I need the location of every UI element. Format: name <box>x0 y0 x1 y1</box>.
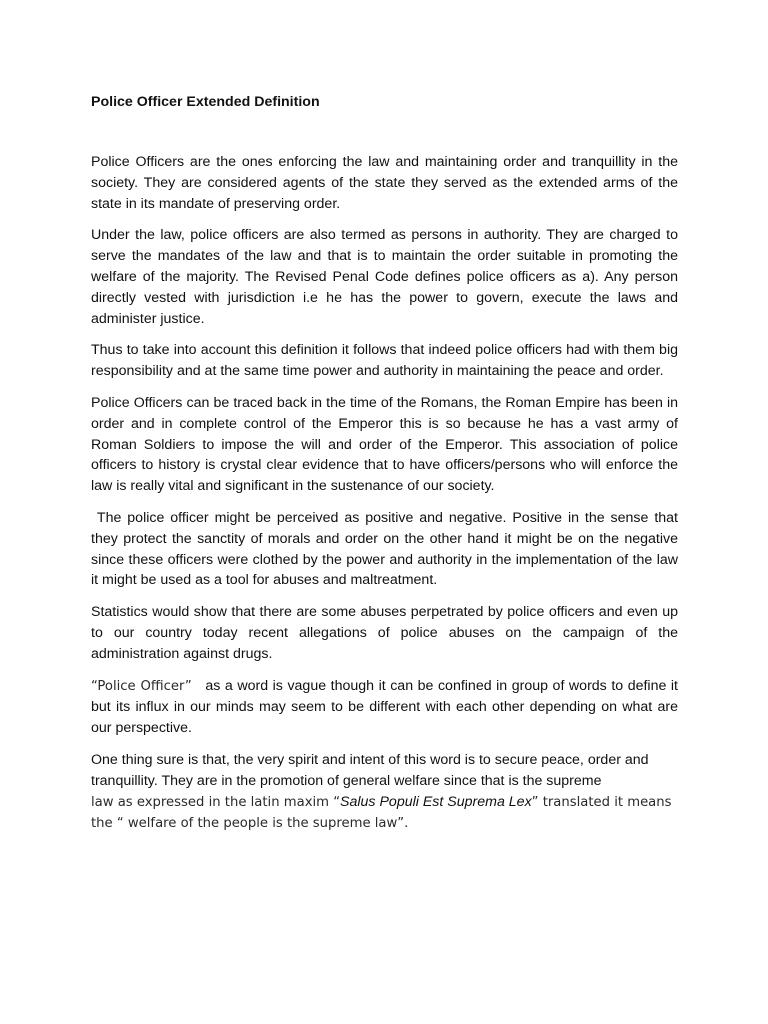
latin-maxim: Salus Populi Est Suprema Lex <box>340 793 532 810</box>
document-title: Police Officer Extended Definition <box>91 94 320 110</box>
paragraph-6: Statistics would show that there are some abuses perpetrated by police officers and even up to our country today recent allegations of police abuses on the campaign of the administration against drugs. <box>91 604 678 662</box>
paragraph-4: Police Officers can be traced back in the time of the Romans, the Roman Empire has been in order and in complete control of the Emperor this is so because he has a vast army of Roman Soldiers to impose the will and order of the Emperor. This association of police officers to history is crystal clear evidence that to have officers/persons who will enforce the law is really vital and significant in the sustenance of our society. <box>91 394 678 495</box>
paragraph-8-law-suffix: ” translated it means <box>531 794 672 810</box>
paragraph-7-text: as a word is vague though it can be confined in group of words to define it but its influx in our minds may seem to be different with each other depending on what are our perspective. <box>91 677 682 737</box>
document-body <box>91 92 682 846</box>
paragraph-8-text: One thing sure is that, the very spirit and intent of this word is to secure peace, order and tranquillity. They are in the promotion of general welfare since that is the supreme <box>91 751 649 789</box>
paragraph-7 <box>91 676 682 739</box>
police-officer-quote: “Police Officer” <box>91 678 192 694</box>
paragraph-2: Under the law, police officers are also termed as persons in authority. They are charged to serve the mandates of the law and that is to maintain the order suitable in promoting the welfare of the majority. The Revised Penal Code defines police officers as a). Any person directly vested with jurisdiction i.e he has the power to govern, execute the laws and administer justice. <box>91 227 678 327</box>
paragraph-5: The police officer might be perceived as positive and negative. Positive in the sense that they protect the sanctity of morals and order on the other hand it might be on the negative since these officers were clothed by the power and authority in the implementation of the law it might be used as a tool for abuses and maltreatment. <box>91 509 682 589</box>
paragraph-3: Thus to take into account this definition it follows that indeed police officers had with them big responsibility and at the same time power and authority in maintaining the peace and order. <box>91 342 678 380</box>
paragraph-8-law-prefix: law as expressed in the latin maxim “ <box>91 794 341 810</box>
paragraph-8-last-line: the “ welfare of the people is the supreme law”. <box>91 816 409 832</box>
paragraph-1: Police Officers are the ones enforcing the law and maintaining order and tranquillity in the society. They are considered agents of the state they served as the extended arms of the state in its mandate of preserving order. <box>91 154 678 212</box>
paragraph-8 <box>91 750 678 835</box>
